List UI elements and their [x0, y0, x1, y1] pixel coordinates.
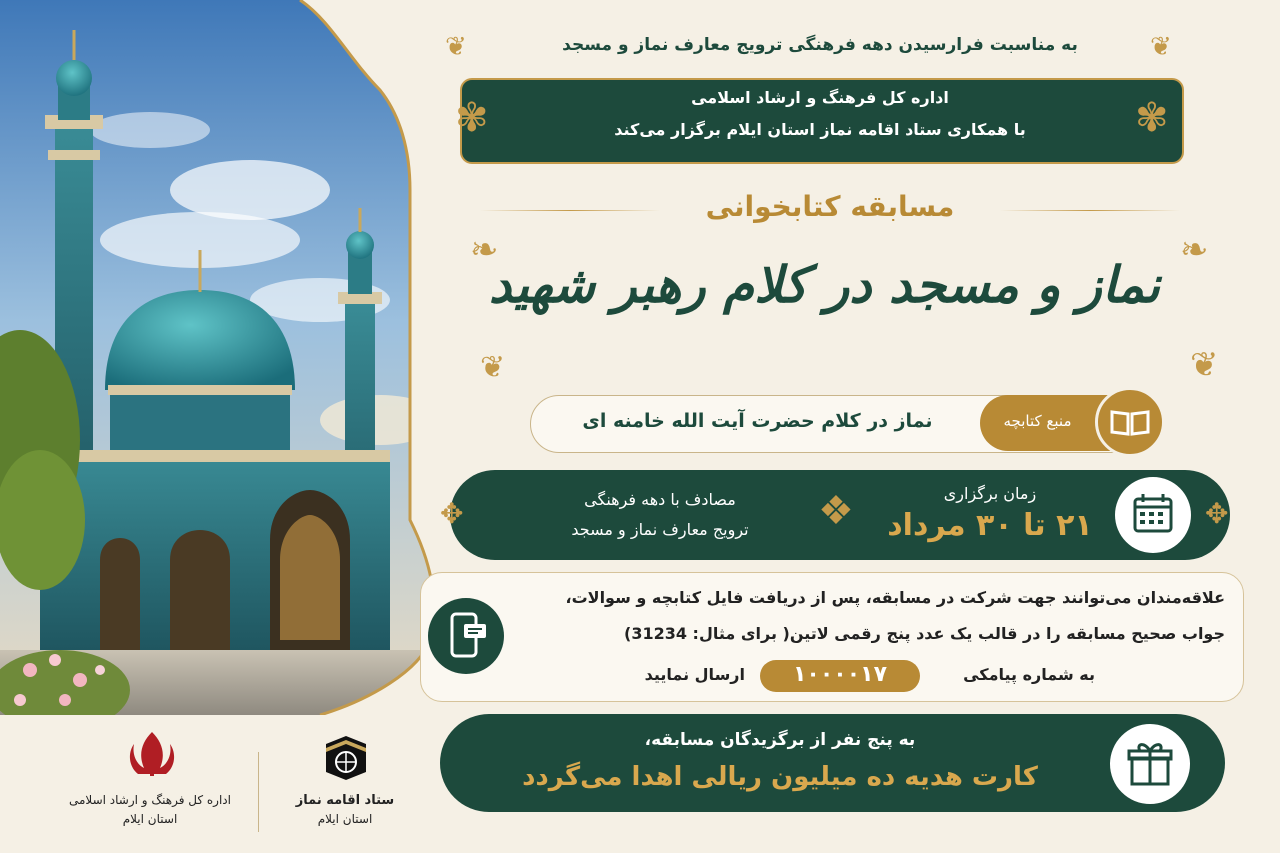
contest-title: نماز و مسجد در کلام رهبر شهید: [488, 255, 1160, 314]
ornament-right-icon: ❦: [1150, 32, 1172, 62]
organizer-line1: اداره کل فرهنگ و ارشاد اسلامی: [691, 88, 949, 107]
ornament-icon: ❦: [1190, 345, 1219, 385]
divider: [1000, 210, 1180, 211]
right-logo-line2: استان ایلام: [317, 812, 373, 826]
prize-line2: کارت هدیه ده میلیون ریالی اهدا می‌گردد: [522, 762, 1038, 792]
phone-message-icon: [428, 598, 504, 674]
book-icon: [1095, 387, 1165, 457]
ornament-icon: ✾: [455, 95, 489, 141]
ornament-left-icon: ❦: [445, 32, 467, 62]
prize-line1: به پنج نفر از برگزیدگان مسابقه،: [644, 730, 916, 750]
iran-emblem-icon: [120, 728, 184, 784]
instructions-line3-post: ارسال نمایید: [644, 665, 745, 684]
left-logo-line1: اداره کل فرهنگ و ارشاد اسلامی: [69, 793, 231, 807]
ornament-icon: ✾: [1135, 95, 1169, 141]
divider: [480, 210, 660, 211]
ornament-icon: ❦: [480, 350, 506, 385]
kaaba-icon: [318, 728, 374, 784]
right-logo-line1: ستاد اقامه نماز: [295, 793, 395, 808]
left-logo-line2: استان ایلام: [122, 812, 178, 826]
mosque-photo: [0, 0, 450, 715]
schedule-dates: ۲۱ تا ۳۰ مرداد: [887, 508, 1093, 543]
instructions-line1: علاقه‌مندان می‌توانند جهت شرکت در مسابقه، پس از دریافت فایل کتابچه و سوالات،: [565, 588, 1225, 607]
sms-number: ۱۰۰۰۰۱۷: [793, 662, 887, 687]
ornament-icon: ✥: [440, 497, 464, 530]
ornament-icon: ✥: [1205, 497, 1229, 530]
schedule-note-line2: ترویج معارف نماز و مسجد: [571, 520, 749, 539]
gift-icon: [1110, 724, 1190, 804]
instructions-line3-pre: به شماره پیامکی: [963, 665, 1095, 684]
instructions-line2: جواب صحیح مسابقه را در قالب یک عدد پنج رقمی لاتین( برای مثال: 31234): [624, 624, 1225, 643]
logo-divider: [258, 752, 259, 832]
ornament-icon: ❧: [470, 230, 499, 270]
schedule-note-line1: مصادف با دهه فرهنگی: [584, 490, 736, 509]
source-value: نماز در کلام حضرت آیت الله خامنه ای: [582, 410, 933, 432]
ornament-icon: ❖: [818, 488, 854, 534]
occasion-text: به مناسبت فرارسیدن دهه فرهنگی ترویج معارف نماز و مسجد: [562, 35, 1078, 55]
source-label: منبع کتابچه: [1003, 412, 1072, 430]
contest-type: مسابقه کتابخوانی: [705, 190, 955, 223]
ornament-icon: ❧: [1180, 230, 1209, 270]
schedule-label: زمان برگزاری: [943, 484, 1037, 503]
organizer-line2: با همکاری ستاد اقامه نماز استان ایلام برگزار می‌کند: [614, 120, 1026, 139]
calendar-icon: [1115, 477, 1191, 553]
